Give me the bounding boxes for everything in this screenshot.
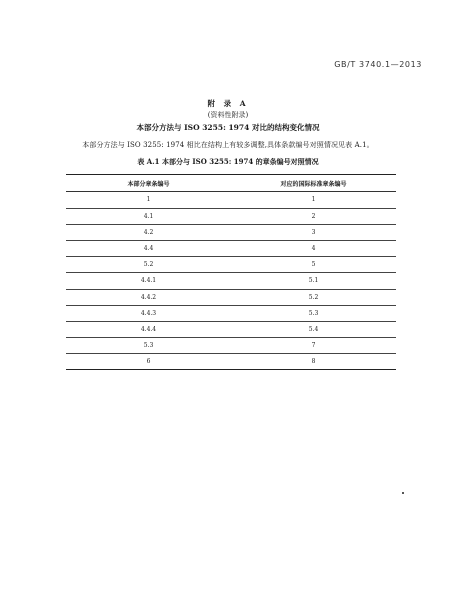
standard-code: GB/T 3740.1—2013: [334, 60, 422, 69]
table-row: [66, 354, 396, 370]
table-row: [66, 273, 396, 289]
table-cell: 4.4: [143, 245, 154, 253]
table-cell: 4.1: [143, 212, 154, 220]
table-row: [66, 209, 396, 225]
table-row: [66, 306, 396, 322]
comparison-table: [66, 174, 396, 370]
table-cell: 4.4.1: [140, 277, 157, 285]
table-header-cell: 本部分章条编号: [127, 180, 170, 188]
table-cell: 4.4.4: [140, 325, 157, 333]
table-cell: 2: [311, 212, 316, 220]
table-cell: 8: [311, 358, 316, 366]
table-row: [66, 322, 396, 338]
table-cell: 4.4.2: [140, 293, 157, 301]
table-cell: 5.2: [308, 293, 319, 301]
table-cell: 5.3: [143, 342, 154, 350]
table-cell: 1: [146, 196, 151, 204]
table-cell: 4.2: [143, 228, 154, 236]
table-cell: 3: [311, 228, 316, 236]
intro-paragraph: 本部分方法与 ISO 3255: 1974 相比在结构上有较多调整,具体条款编号对照情况见表 A.1。: [82, 141, 374, 149]
appendix-title: 本部分方法与 ISO 3255: 1974 对比的结构变化情况: [136, 123, 320, 132]
table-cell: 4: [311, 245, 316, 253]
table-cell: 1: [311, 196, 316, 204]
table-row: [66, 290, 396, 306]
table-row: [66, 241, 396, 257]
table-row: [66, 257, 396, 273]
table-cell: 5.4: [308, 325, 319, 333]
scan-speck: [402, 492, 404, 494]
appendix-kind: (资料性附录): [207, 111, 249, 119]
table-cell: 5: [311, 261, 316, 269]
table-cell: 7: [311, 342, 316, 350]
table-cell: 5.1: [308, 277, 319, 285]
table-cell: 5.3: [308, 309, 319, 317]
table-header-row: [66, 175, 396, 192]
table-cell: 6: [146, 358, 151, 366]
table-row: [66, 225, 396, 241]
table-cell: 4.4.3: [140, 309, 157, 317]
appendix-label: 附 录 A: [207, 99, 249, 108]
table-row: [66, 192, 396, 208]
table-row: [66, 338, 396, 354]
table-header-cell: 对应的国际标准章条编号: [280, 180, 347, 188]
table-title: 表 A.1 本部分与 ISO 3255: 1974 的章条编号对照情况: [137, 157, 319, 166]
table-cell: 5.2: [143, 261, 154, 269]
